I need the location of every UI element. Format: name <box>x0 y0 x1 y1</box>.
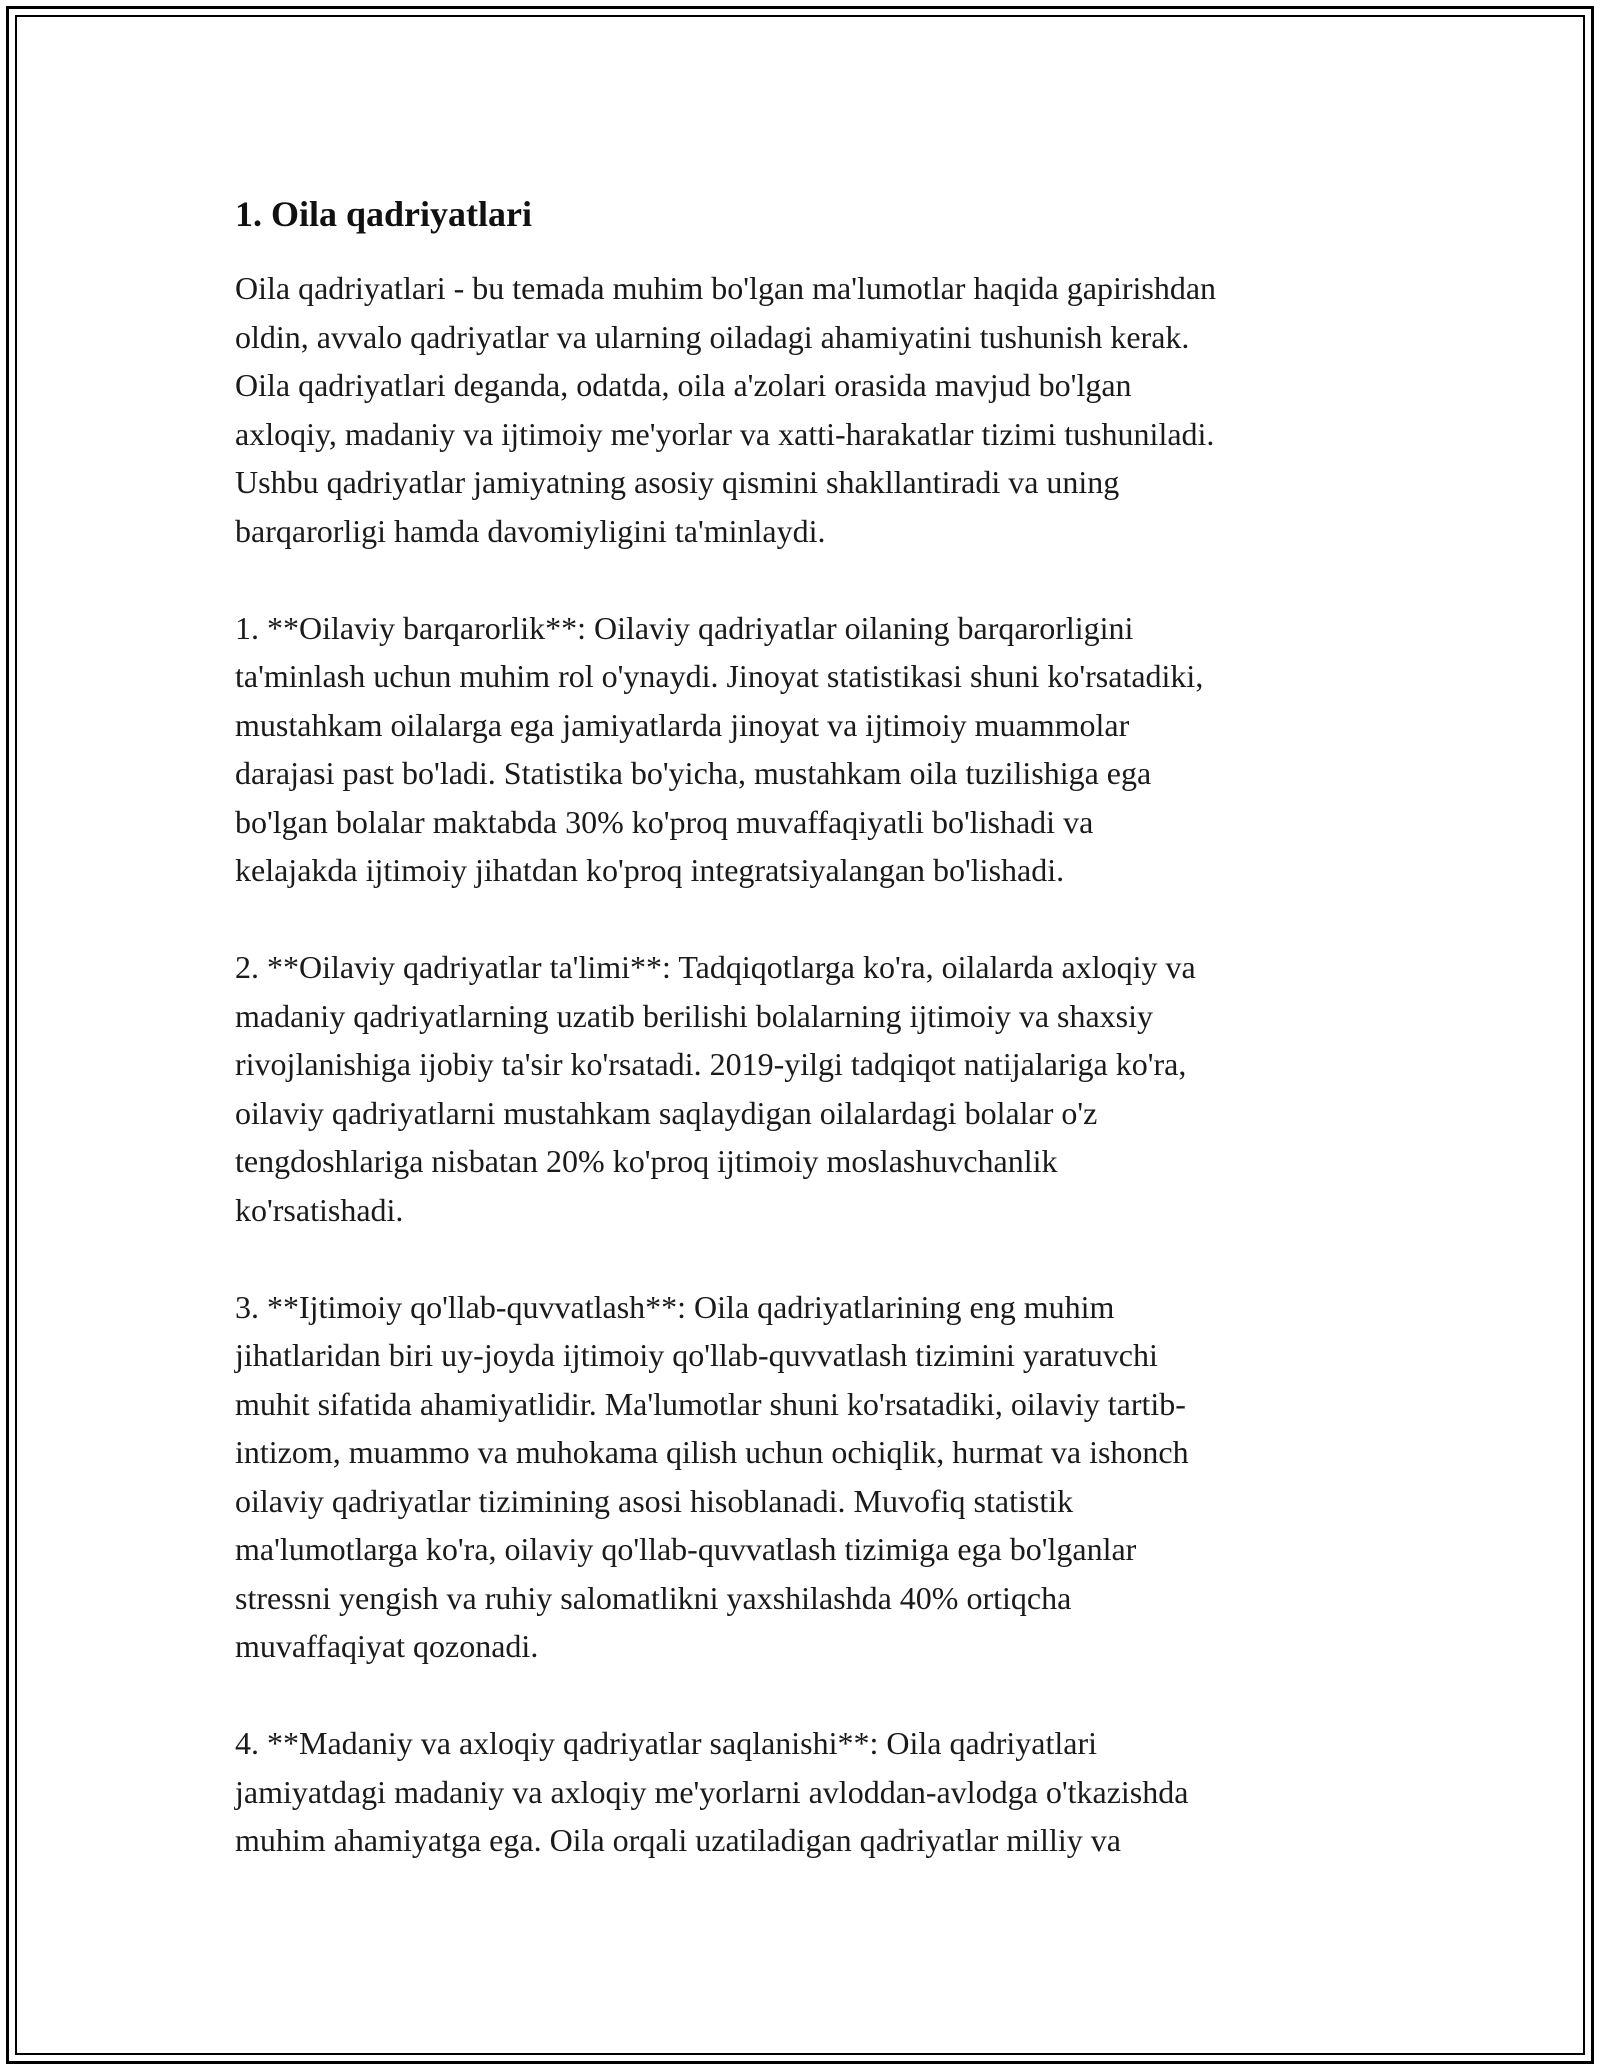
point-2-paragraph: 2. **Oilaviy qadriyatlar ta'limi**: Tadqiqotlarga ko'ra, oilalarda axloqiy va madaniy qadriyatlarning uzatib berilishi bolalarning ijtimoiy va shaxsiy rivojlanishiga ijobiy ta'sir ko'rsatadi. 2019-yilgi tadqiqot natijalariga ko'ra, oilaviy qadriyatlarni mustahkam saqlaydigan oilalardagi bolalar o'z tengdoshlariga nisbatan 20% ko'proq ijtimoiy moslashuvchanlik ko'rsatishadi. <box>235 949 1196 1228</box>
document-body <box>235 186 1385 1865</box>
point-1-paragraph: 1. **Oilaviy barqarorlik**: Oilaviy qadriyatlar oilaning barqarorligini ta'minlash uchun muhim rol o'ynaydi. Jinoyat statistikasi shuni ko'rsatadiki, mustahkam oilalarga ega jamiyatlarda jinoyat va ijtimoiy muammolar darajasi past bo'ladi. Statistika bo'yicha, mustahkam oila tuzilishiga ega bo'lgan bolalar maktabda 30% ko'proq muvaffaqiyatli bo'lishadi va kelajakda ijtimoiy jihatdan ko'proq integratsiyalangan bo'lishadi. <box>235 609 1204 888</box>
section-title: 1. Oila qadriyatlari <box>235 194 532 234</box>
point-4-paragraph: 4. **Madaniy va axloqiy qadriyatlar saqlanishi**: Oila qadriyatlari jamiyatdagi madaniy va axloqiy me'yorlarni avloddan-avlodga o'tkazishda muhim ahamiyatga ega. Oila orqali uzatiladigan qadriyatlar milliy va <box>235 1725 1189 1858</box>
point-3-paragraph: 3. **Ijtimoiy qo'llab-quvvatlash**: Oila qadriyatlarining eng muhim jihatlaridan biri uy-joyda ijtimoiy qo'llab-quvvatlash tizimini yaratuvchi muhit sifatida ahamiyatlidir. Ma'lumotlar shuni ko'rsatadiki, oilaviy tartib- intizom, muammo va muhokama qilish uchun ochiqlik, hurmat va ishonch oilaviy qadriyatlar tizimining asosi hisoblanadi. Muvofiq statistik ma'lumotlarga ko'ra, oilaviy qo'llab-quvvatlash tizimiga ega bo'lganlar stressni yengish va ruhiy salomatlikni yaxshilashda 40% ortiqcha muvaffaqiyat qozonadi. <box>235 1288 1189 1664</box>
intro-paragraph: Oila qadriyatlari - bu temada muhim bo'lgan ma'lumotlar haqida gapirishdan oldin, avvalo qadriyatlar va ularning oiladagi ahamiyatini tushunish kerak. Oila qadriyatlari deganda, odatda, oila a'zolari orasida mavjud bo'lgan axloqiy, madaniy va ijtimoiy me'yorlar va xatti-harakatlar tizimi tushuniladi. Ushbu qadriyatlar jamiyatning asosiy qismini shakllantiradi va uning barqarorligi hamda davomiyligini ta'minlaydi. <box>235 270 1217 549</box>
